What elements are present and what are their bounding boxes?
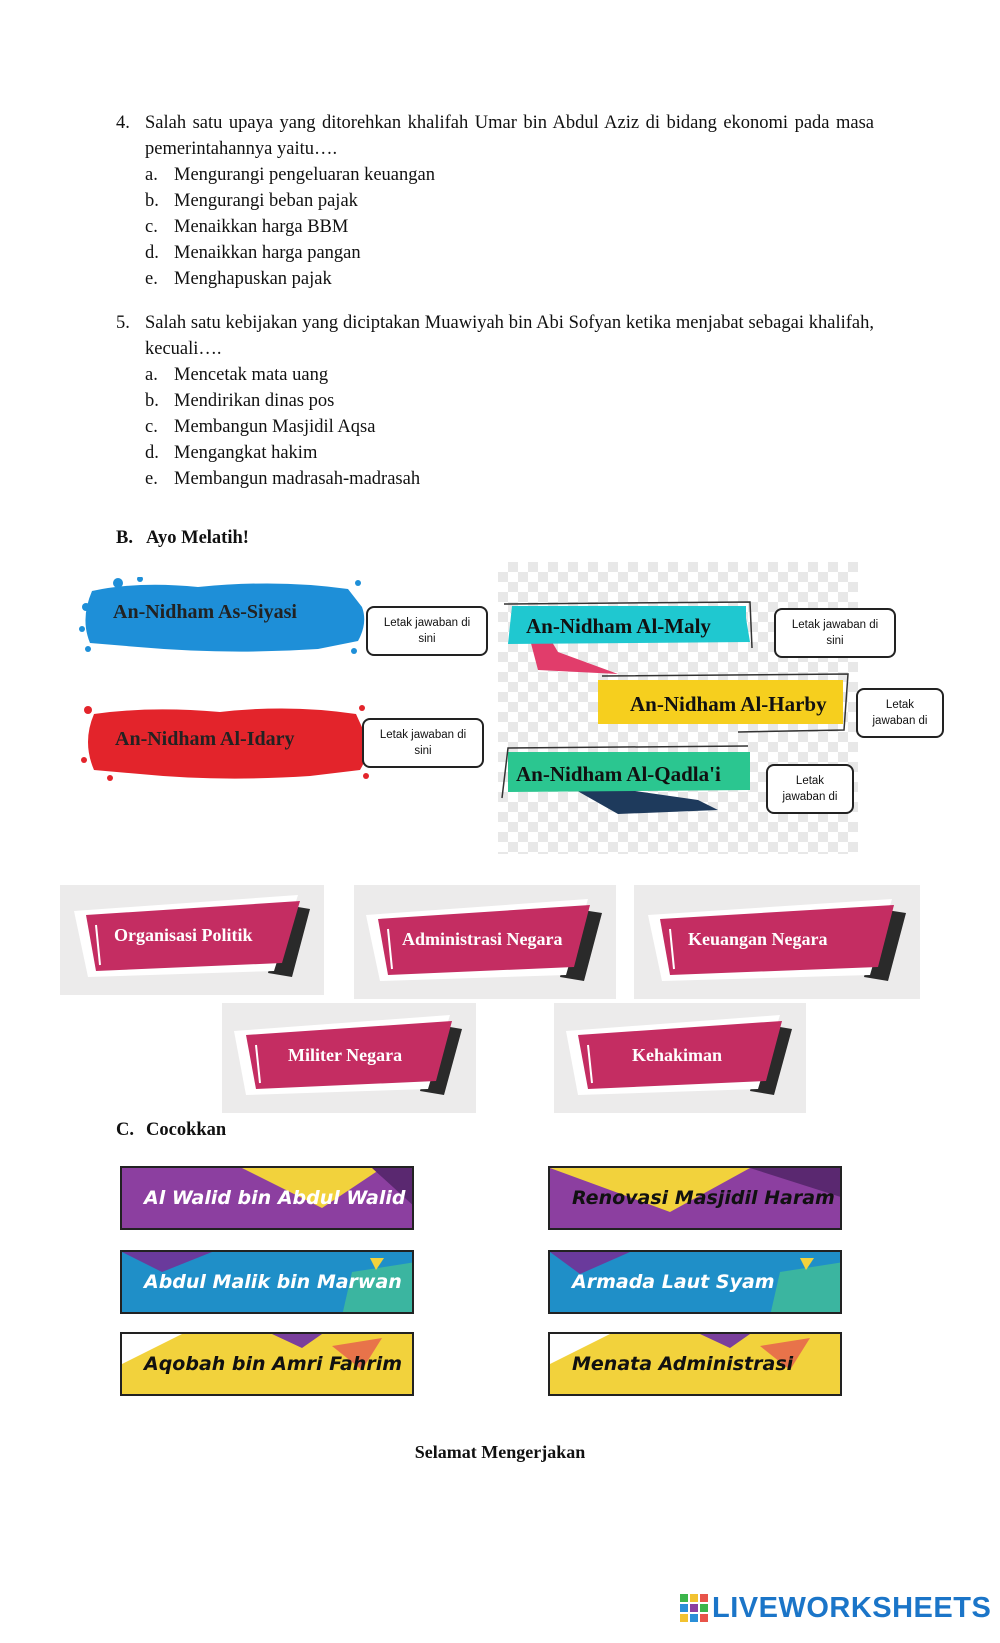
card-label: Kehakiman bbox=[632, 1045, 723, 1065]
option-letter: b. bbox=[145, 391, 159, 411]
answer-drop-box[interactable]: Letak jawaban di sini bbox=[362, 718, 484, 768]
option-c bbox=[145, 414, 874, 440]
section-letter: C. bbox=[116, 1120, 134, 1140]
option-text: Menaikkan harga BBM bbox=[174, 217, 349, 237]
question-4 bbox=[116, 110, 874, 292]
option-d bbox=[145, 240, 874, 266]
option-text: Menaikkan harga pangan bbox=[174, 243, 361, 263]
option-text: Menghapuskan pajak bbox=[174, 269, 332, 289]
option-text: Mengurangi pengeluaran keuangan bbox=[174, 165, 435, 185]
match-right-item[interactable] bbox=[548, 1332, 842, 1396]
answer-card-administrasi-negara[interactable] bbox=[354, 885, 616, 999]
match-left-item[interactable] bbox=[120, 1250, 414, 1314]
option-b bbox=[145, 388, 874, 414]
option-text: Mengangkat hakim bbox=[174, 443, 318, 463]
match-label: Menata Administrasi bbox=[572, 1353, 794, 1375]
section-title: Ayo Melatih! bbox=[146, 528, 249, 548]
answer-drop-box[interactable]: Letak jawaban di sini bbox=[366, 606, 488, 656]
option-e bbox=[145, 466, 874, 492]
banner-al-idary bbox=[80, 700, 370, 782]
card-label: Keuangan Negara bbox=[688, 929, 828, 949]
section-c-heading bbox=[116, 1120, 227, 1141]
option-letter: e. bbox=[145, 469, 158, 489]
question-stem: Salah satu kebijakan yang diciptakan Muawiyah bin Abi Sofyan ketika menjabat sebagai khalifah, kecuali…. bbox=[145, 313, 874, 359]
match-right-item[interactable] bbox=[548, 1166, 842, 1230]
option-text: Mendirikan dinas pos bbox=[174, 391, 335, 411]
banner-al-harby: An-Nidham Al-Harby bbox=[630, 692, 827, 716]
option-e bbox=[145, 266, 874, 292]
option-a bbox=[145, 162, 874, 188]
option-letter: a. bbox=[145, 365, 158, 385]
closing-text: Selamat Mengerjakan bbox=[414, 1442, 586, 1462]
match-label: Al Walid bin Abdul Walid bbox=[144, 1187, 406, 1209]
liveworksheets-logo bbox=[680, 1588, 991, 1628]
banner-label: An-Nidham Al-Idary bbox=[115, 728, 295, 750]
section-b-heading bbox=[116, 528, 249, 549]
banner-al-maly: An-Nidham Al-Maly bbox=[526, 614, 711, 638]
match-right-item[interactable] bbox=[548, 1250, 842, 1314]
option-d bbox=[145, 440, 874, 466]
banner-as-siyasi bbox=[78, 577, 368, 655]
option-text: Membangun madrasah-madrasah bbox=[174, 469, 421, 489]
option-letter: d. bbox=[145, 443, 159, 463]
banner-label: An-Nidham As-Siyasi bbox=[113, 601, 297, 623]
card-label: Organisasi Politik bbox=[114, 925, 253, 945]
logo-text: LIVEWORKSHEETS bbox=[712, 1591, 992, 1624]
logo-icon bbox=[680, 1594, 708, 1622]
match-label: Renovasi Masjidil Haram bbox=[572, 1187, 835, 1209]
answer-card-keuangan-negara[interactable] bbox=[634, 885, 920, 999]
option-letter: c. bbox=[145, 217, 158, 237]
question-stem: Salah satu upaya yang ditorehkan khalifah Umar bin Abdul Aziz di bidang ekonomi pada masa pemerintahannya yaitu…. bbox=[145, 113, 874, 159]
option-letter: d. bbox=[145, 243, 159, 263]
option-b bbox=[145, 188, 874, 214]
option-text: Mengurangi beban pajak bbox=[174, 191, 358, 211]
answer-drop-box[interactable]: Letak jawaban di sini bbox=[774, 608, 896, 658]
option-text: Mencetak mata uang bbox=[174, 365, 329, 385]
card-label: Militer Negara bbox=[288, 1045, 403, 1065]
answer-card-kehakiman[interactable] bbox=[554, 1003, 806, 1113]
option-text: Membangun Masjidil Aqsa bbox=[174, 417, 376, 437]
option-c bbox=[145, 214, 874, 240]
match-label: Abdul Malik bin Marwan bbox=[144, 1271, 402, 1293]
section-title: Cocokkan bbox=[146, 1120, 227, 1140]
option-a bbox=[145, 362, 874, 388]
question-number: 5. bbox=[116, 313, 130, 333]
section-letter: B. bbox=[116, 528, 133, 548]
match-left-item[interactable] bbox=[120, 1332, 414, 1396]
question-number: 4. bbox=[116, 113, 130, 133]
answer-drop-box[interactable]: Letak jawaban di bbox=[856, 688, 944, 738]
match-label: Armada Laut Syam bbox=[572, 1271, 775, 1293]
answer-card-militer-negara[interactable] bbox=[222, 1003, 476, 1113]
match-left-item[interactable] bbox=[120, 1166, 414, 1230]
banner-al-qadlai: An-Nidham Al-Qadla'i bbox=[516, 762, 721, 786]
card-label: Administrasi Negara bbox=[402, 929, 563, 949]
answer-drop-box[interactable]: Letak jawaban di bbox=[766, 764, 854, 814]
option-letter: e. bbox=[145, 269, 158, 289]
question-5 bbox=[116, 310, 874, 492]
answer-card-organisasi-politik[interactable] bbox=[60, 885, 324, 995]
option-letter: a. bbox=[145, 165, 158, 185]
option-letter: b. bbox=[145, 191, 159, 211]
option-letter: c. bbox=[145, 417, 158, 437]
match-label: Aqobah bin Amri Fahrim bbox=[144, 1353, 403, 1375]
